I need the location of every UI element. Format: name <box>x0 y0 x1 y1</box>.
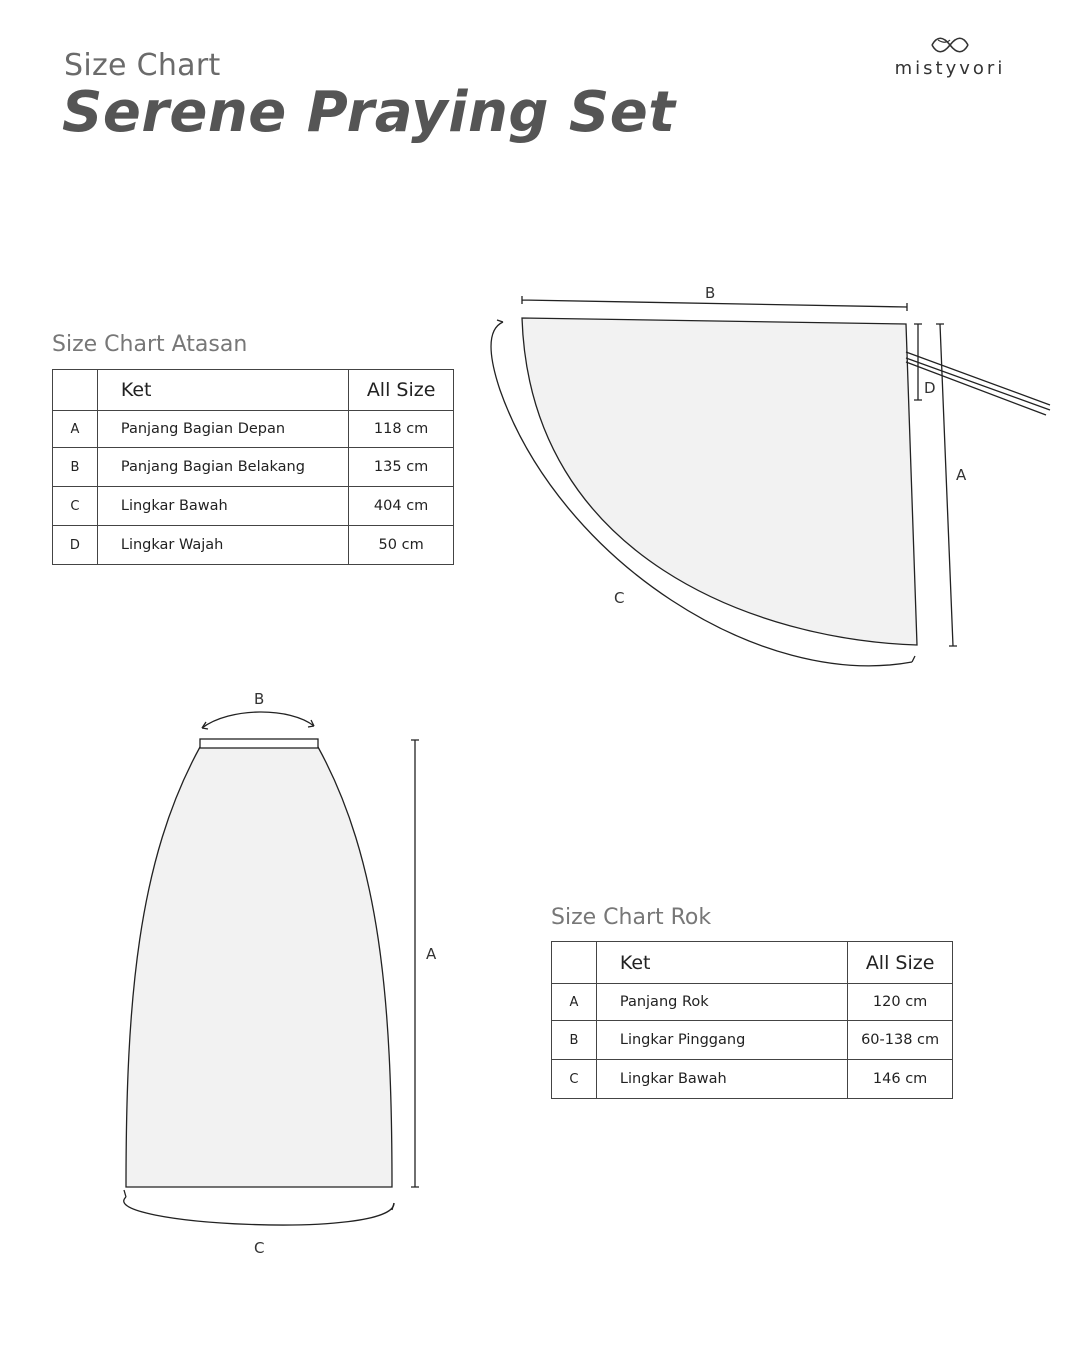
header-all-size: All Size <box>349 370 454 411</box>
row-size: 60-138 cm <box>848 1021 953 1060</box>
row-code: B <box>552 1021 597 1060</box>
header-all-size: All Size <box>848 942 953 984</box>
row-label: Panjang Rok <box>596 984 847 1021</box>
row-code: B <box>53 448 98 487</box>
page-title: Serene Praying Set <box>62 80 676 145</box>
rok-b-measure-arc <box>202 712 314 728</box>
row-label: Panjang Bagian Belakang <box>97 448 348 487</box>
row-code: C <box>53 487 98 526</box>
brand-name: mistyvori <box>894 58 1006 79</box>
row-label: Lingkar Pinggang <box>596 1021 847 1060</box>
rok-waistband <box>200 739 318 748</box>
rok-a-measure-line <box>411 740 419 1187</box>
row-code: A <box>53 411 98 448</box>
atasan-section-title: Size Chart Atasan <box>52 332 248 357</box>
header-ket: Ket <box>97 370 348 411</box>
row-code: A <box>552 984 597 1021</box>
row-label: Panjang Bagian Depan <box>97 411 348 448</box>
row-size: 50 cm <box>349 526 454 565</box>
row-label: Lingkar Wajah <box>97 526 348 565</box>
atasan-label-c: C <box>614 589 625 607</box>
rok-c-measure-arc <box>124 1197 394 1225</box>
page-subtitle: Size Chart <box>64 48 221 83</box>
row-size: 135 cm <box>349 448 454 487</box>
row-label: Lingkar Bawah <box>97 487 348 526</box>
rok-diagram <box>124 712 419 1225</box>
row-code: D <box>53 526 98 565</box>
atasan-label-a: A <box>956 466 967 484</box>
row-size: 118 cm <box>349 411 454 448</box>
row-label: Lingkar Bawah <box>596 1060 847 1099</box>
row-code: C <box>552 1060 597 1099</box>
rok-section-title: Size Chart Rok <box>551 905 712 930</box>
row-size: 146 cm <box>848 1060 953 1099</box>
atasan-label-b: B <box>705 284 716 302</box>
row-size: 120 cm <box>848 984 953 1021</box>
rok-garment-shape <box>126 747 392 1187</box>
header-ket: Ket <box>596 942 847 984</box>
atasan-label-d: D <box>924 379 936 397</box>
row-size: 404 cm <box>349 487 454 526</box>
rok-label-c: C <box>254 1239 265 1257</box>
rok-label-b: B <box>254 690 265 708</box>
atasan-garment-shape <box>522 318 917 645</box>
rok-label-a: A <box>426 945 437 963</box>
